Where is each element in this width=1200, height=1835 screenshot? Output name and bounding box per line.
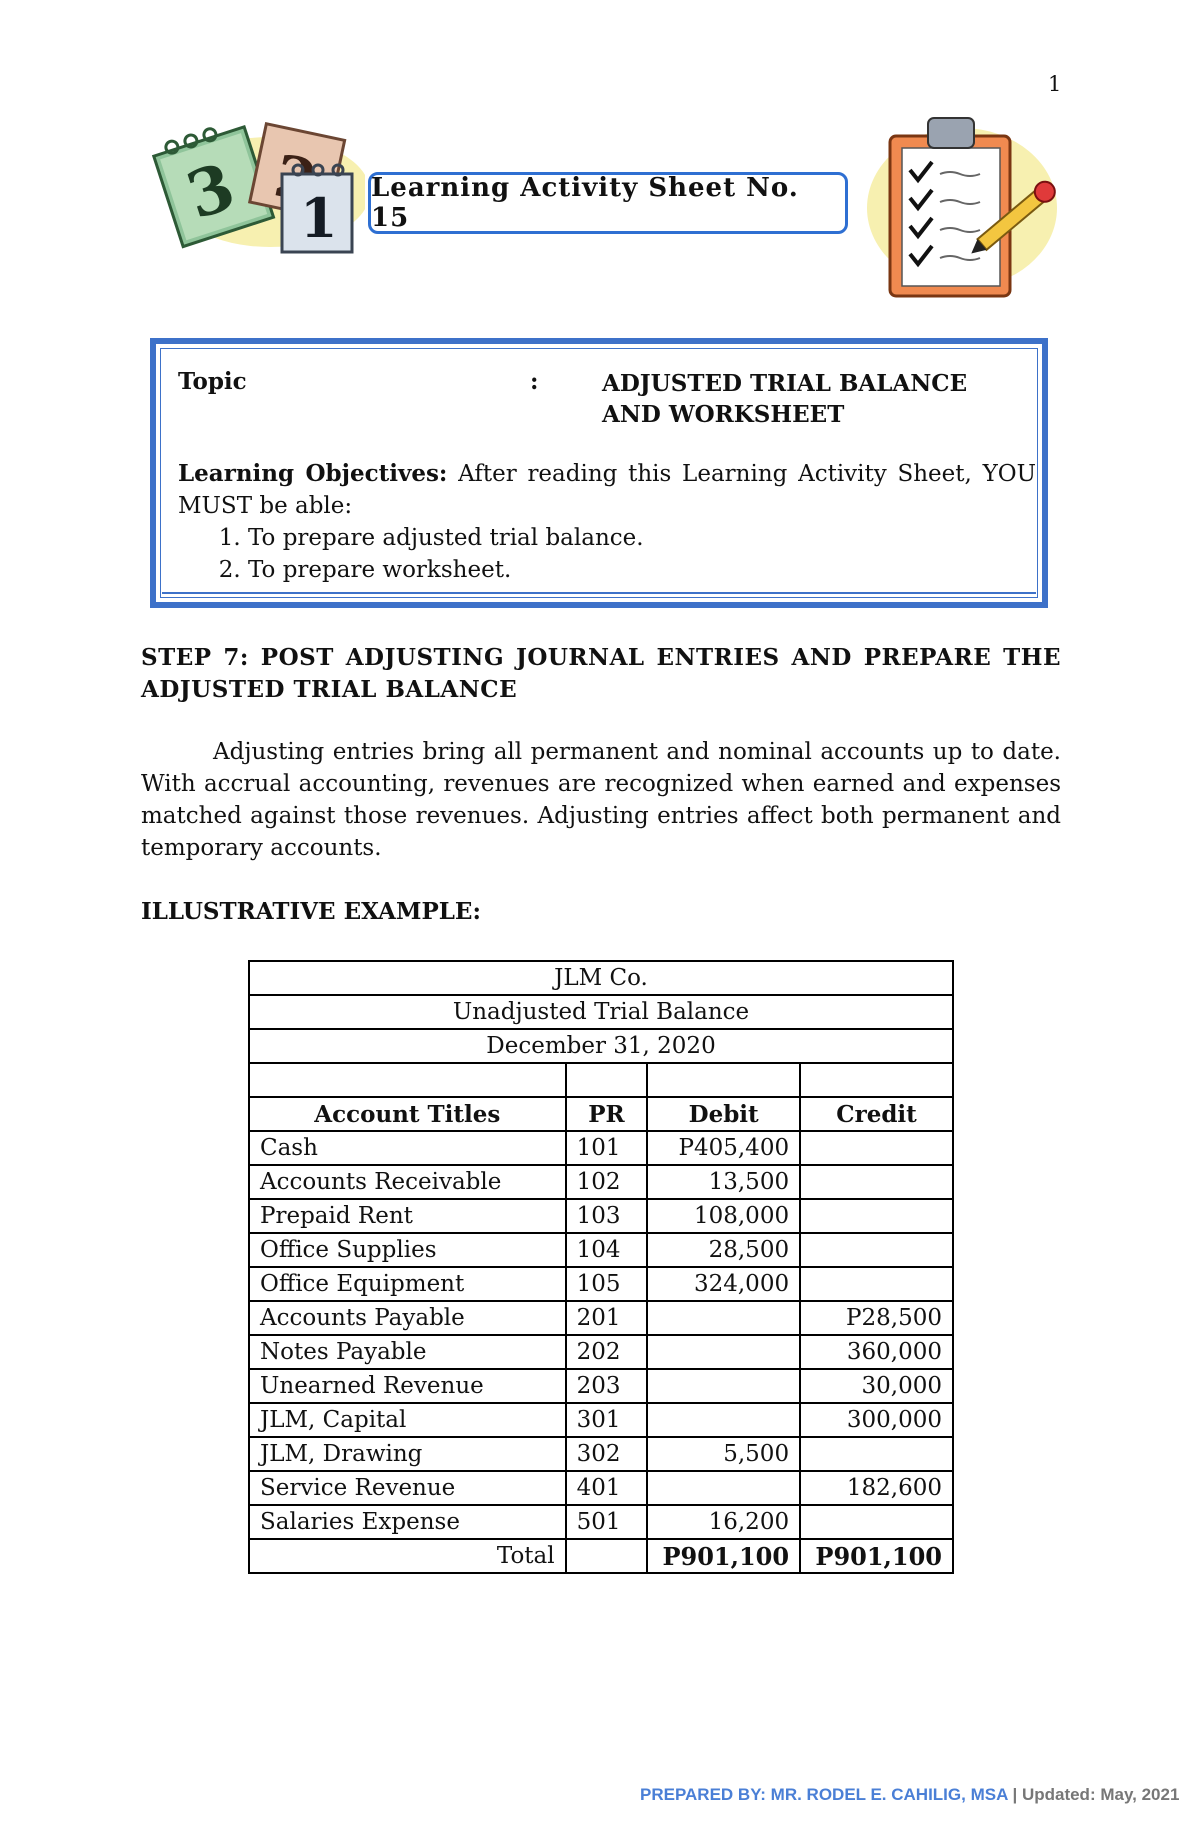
account-title: Notes Payable (249, 1335, 566, 1369)
debit-amount (647, 1471, 800, 1505)
account-title: JLM, Drawing (249, 1437, 566, 1471)
debit-amount: 13,500 (647, 1165, 800, 1199)
table-row (249, 1437, 953, 1471)
debit-amount (647, 1301, 800, 1335)
statement-date: December 31, 2020 (249, 1029, 953, 1063)
account-pr: 105 (566, 1267, 648, 1301)
objectives-intro: After reading this Learning Activity Sheet, YOU MUST be able: (178, 461, 1036, 519)
header-debit: Debit (647, 1097, 800, 1131)
calendar-clipart-icon (150, 112, 365, 257)
credit-amount: 300,000 (800, 1403, 953, 1437)
credit-amount (800, 1505, 953, 1539)
svg-text:1: 1 (300, 186, 338, 250)
header-credit: Credit (800, 1097, 953, 1131)
updated-date: Updated: May, 2021 (1021, 1785, 1180, 1804)
credit-amount: 30,000 (800, 1369, 953, 1403)
debit-amount (647, 1335, 800, 1369)
header-account-titles: Account Titles (249, 1097, 566, 1131)
credit-amount (800, 1199, 953, 1233)
account-title: Service Revenue (249, 1471, 566, 1505)
debit-amount: P405,400 (647, 1131, 800, 1165)
total-debit: P901,100 (647, 1539, 800, 1573)
account-pr: 104 (566, 1233, 648, 1267)
activity-sheet-banner: Learning Activity Sheet No. 15 (368, 172, 848, 234)
table-row (249, 1471, 953, 1505)
blank-cell (566, 1539, 648, 1573)
objective-item: 1. To prepare adjusted trial balance. (248, 522, 1036, 554)
account-pr: 401 (566, 1471, 648, 1505)
blank-cell (566, 1063, 648, 1097)
debit-amount: 108,000 (647, 1199, 800, 1233)
account-pr: 301 (566, 1403, 648, 1437)
account-title: Office Supplies (249, 1233, 566, 1267)
objectives-label: Learning Objectives: (178, 460, 448, 487)
credit-amount: 182,600 (800, 1471, 953, 1505)
credit-amount (800, 1437, 953, 1471)
topic-box (150, 338, 1048, 608)
account-title: Office Equipment (249, 1267, 566, 1301)
total-credit: P901,100 (800, 1539, 953, 1573)
blank-cell (647, 1063, 800, 1097)
step-heading: STEP 7: POST ADJUSTING JOURNAL ENTRIES AND PREPARE THE ADJUSTED TRIAL BALANCE (141, 644, 1061, 703)
topic-label: Topic (178, 368, 247, 395)
objectives-list (178, 522, 1036, 586)
credit-amount (800, 1233, 953, 1267)
account-pr: 103 (566, 1199, 648, 1233)
credit-amount: 360,000 (800, 1335, 953, 1369)
debit-amount: 16,200 (647, 1505, 800, 1539)
account-pr: 203 (566, 1369, 648, 1403)
footer (640, 1785, 1179, 1805)
account-title: Accounts Payable (249, 1301, 566, 1335)
company-name: JLM Co. (249, 961, 953, 995)
topic-colon: : (530, 368, 539, 395)
blank-cell (249, 1063, 566, 1097)
account-pr: 501 (566, 1505, 648, 1539)
statement-title: Unadjusted Trial Balance (249, 995, 953, 1029)
table-row (249, 1301, 953, 1335)
account-title: Accounts Receivable (249, 1165, 566, 1199)
table-row (249, 1403, 953, 1437)
account-title: Salaries Expense (249, 1505, 566, 1539)
account-pr: 202 (566, 1335, 648, 1369)
table-row (249, 1165, 953, 1199)
credit-amount (800, 1165, 953, 1199)
unadjusted-trial-balance-table (248, 960, 954, 1574)
account-title: JLM, Capital (249, 1403, 566, 1437)
table-row (249, 1369, 953, 1403)
table-row (249, 1131, 953, 1165)
page-number: 1 (1048, 72, 1062, 96)
clipboard-checklist-icon (862, 108, 1062, 298)
svg-text:3: 3 (178, 149, 244, 235)
debit-amount (647, 1369, 800, 1403)
debit-amount: 324,000 (647, 1267, 800, 1301)
debit-amount: 5,500 (647, 1437, 800, 1471)
table-row (249, 1267, 953, 1301)
footer-separator: | (1007, 1785, 1022, 1804)
table-row (249, 1505, 953, 1539)
intro-paragraph: Adjusting entries bring all permanent and nominal accounts up to date. With accrual accounting, revenues are recognized when earned and expenses matched against those revenues. Adjusting entries affect both permanent and temporary accounts. (141, 739, 1061, 861)
credit-amount (800, 1131, 953, 1165)
learning-objectives (178, 458, 1036, 586)
debit-amount: 28,500 (647, 1233, 800, 1267)
account-pr: 201 (566, 1301, 648, 1335)
illustrative-example-label: ILLUSTRATIVE EXAMPLE: (141, 898, 481, 925)
account-pr: 102 (566, 1165, 648, 1199)
debit-amount (647, 1403, 800, 1437)
account-pr: 302 (566, 1437, 648, 1471)
objective-item: 2. To prepare worksheet. (248, 554, 1036, 586)
topic-value: ADJUSTED TRIAL BALANCE AND WORKSHEET (602, 370, 968, 428)
blank-cell (800, 1063, 953, 1097)
total-label: Total (249, 1539, 566, 1573)
prepared-by: PREPARED BY: MR. RODEL E. CAHILIG, MSA (640, 1785, 1008, 1804)
credit-amount (800, 1267, 953, 1301)
account-title: Prepaid Rent (249, 1199, 566, 1233)
header-pr: PR (566, 1097, 648, 1131)
table-row (249, 1233, 953, 1267)
account-pr: 101 (566, 1131, 648, 1165)
credit-amount: P28,500 (800, 1301, 953, 1335)
table-row (249, 1335, 953, 1369)
account-title: Unearned Revenue (249, 1369, 566, 1403)
account-title: Cash (249, 1131, 566, 1165)
table-row (249, 1199, 953, 1233)
